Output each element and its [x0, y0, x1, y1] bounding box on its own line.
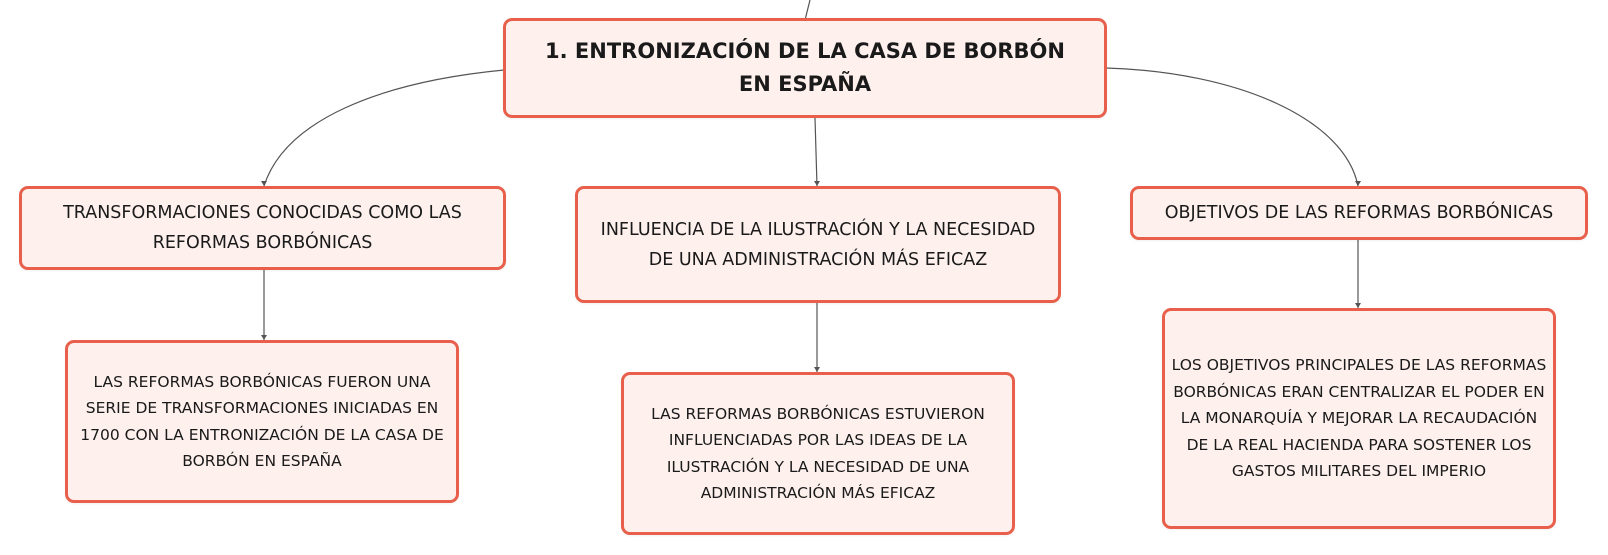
detail-node-objetivos[interactable]	[1162, 308, 1556, 529]
connector-root-to-topic-3	[1106, 68, 1358, 186]
topic-node-objetivos[interactable]	[1130, 186, 1588, 240]
topic-node-reformas[interactable]	[19, 186, 506, 270]
connector-root-to-topic-1	[264, 70, 504, 186]
root-node[interactable]	[503, 18, 1107, 118]
connector-parent-to-root	[805, 0, 810, 20]
topic-node-label: TRANSFORMACIONES CONOCIDAS COMO LAS REFORMAS BORBÓNICAS	[63, 203, 462, 253]
topic-node-label: INFLUENCIA DE LA ILUSTRACIÓN Y LA NECESIDAD DE UNA ADMINISTRACIÓN MÁS EFICAZ	[600, 219, 1036, 270]
connector-root-to-topic-2	[815, 118, 817, 186]
detail-node-text: LAS REFORMAS BORBÓNICAS ESTUVIERON INFLUENCIADAS POR LAS IDEAS DE LA ILUSTRACIÓN Y LA NECESIDAD DE UNA ADMINISTRACIÓN MÁS EFICAZ	[651, 404, 985, 502]
detail-node-text: LOS OBJETIVOS PRINCIPALES DE LAS REFORMAS BORBÓNICAS ERAN CENTRALIZAR EL PODER EN LA MONARQUÍA Y MEJORAR LA RECAUDACIÓN DE LA REAL HACIENDA PARA SOSTENER LOS GASTOS MILITARES DEL IMPERIO	[1171, 356, 1547, 481]
detail-node-text: LAS REFORMAS BORBÓNICAS FUERON UNA SERIE DE TRANSFORMACIONES INICIADAS EN 1700 CON LA ENTRONIZACIÓN DE LA CASA DE BORBÓN EN ESPAÑA	[80, 372, 444, 470]
topic-node-label: OBJETIVOS DE LAS REFORMAS BORBÓNICAS	[1164, 203, 1554, 223]
topic-node-influencia[interactable]	[575, 186, 1061, 303]
detail-node-influencia[interactable]	[621, 372, 1015, 535]
root-node-label: 1. ENTRONIZACIÓN DE LA CASA DE BORBÓN EN ESPAÑA	[545, 39, 1065, 96]
detail-node-reformas[interactable]	[65, 340, 459, 503]
